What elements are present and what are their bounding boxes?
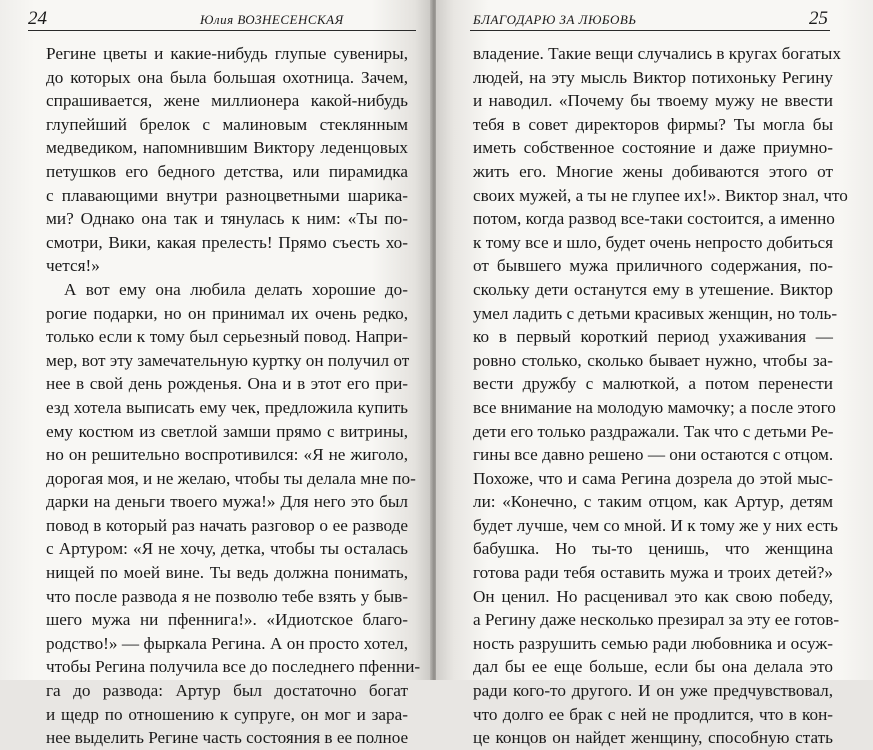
text-line: что после развода я не позволю тебе взять у быв- (46, 586, 408, 606)
text-line: скольку дети останутся ему в утешение. Виктор (473, 279, 833, 299)
text-line: но он решительно воспротивился: «Я не жиголо, (46, 445, 408, 465)
text-line: к тому все и шло, будет очень непросто добиться (473, 232, 833, 252)
text-line: дети его только раздражали. Так что с детьми Ре- (473, 421, 834, 441)
page-number-right: 25 (809, 8, 828, 29)
header-rule-left (28, 30, 416, 31)
text-line: Похоже, что и сама Регина дозрела до этой мыс- (473, 468, 833, 488)
text-line: до которых она была большая охотница. Зачем, (46, 67, 408, 87)
text-line: с плавающими внутри разноцветными шарика- (46, 185, 408, 205)
text-line: Регине цветы и какие-нибудь глупые сувениры, (46, 44, 408, 63)
text-line: потом, когда развод все-таки состоится, а именно (473, 209, 835, 229)
text-line: готова ради тебя оставить мужа и троих детей?» (473, 563, 833, 583)
text-line: ему костюм из светлой замши прямо с витрины, (46, 421, 408, 441)
text-line: шего мужа ни пфеннига!». «Идиотское благо- (46, 610, 408, 630)
text-line: умел ладить с детьми красивых женщин, но толь- (473, 303, 838, 323)
text-line: А вот ему она любила делать хорошие до- (64, 279, 408, 299)
right-page-body (473, 42, 848, 750)
text-line: ко в первый короткий период ухаживания — (473, 327, 833, 347)
text-line: все внимание на молодую мамочку; а после этого (473, 397, 836, 417)
text-line: спрашивается, жене миллионера какой-нибудь (46, 91, 408, 111)
text-line: дал бы ее еще больше, если бы она делала это (473, 657, 833, 677)
text-line: своих мужей, а ты не глупее их!». Виктор знал, что (473, 185, 848, 205)
text-line: ради кого-то другого. И он уже предчувствовал, (473, 681, 833, 701)
text-line: а Регину даже несколько презирал за эту ее готов- (473, 610, 840, 630)
text-line: с Артуром: «Я не хочу, детка, чтобы ты осталась (46, 539, 408, 559)
text-line: мер, вот эту замечательную куртку он получил от (46, 350, 410, 370)
text-line: чется!» (46, 256, 100, 276)
running-head-left: Юлия ВОЗНЕСЕНСКАЯ (200, 12, 344, 27)
text-line: от бывшего мужа приличного содержания, по- (473, 256, 833, 276)
text-line: будет лучше, чем со мной. И к тому же у них есть (473, 515, 838, 535)
text-line: владение. Такие вещи случались в кругах богатых (473, 44, 841, 63)
text-line: Он ценил. Но расценивал это как свою победу, (473, 586, 833, 606)
header-rule-right (470, 30, 830, 31)
page-number-left: 24 (28, 8, 47, 29)
text-line: людей, на эту мысль Виктор потихоньку Регину (473, 67, 833, 87)
text-line: иметь собственное состояние и даже приумно- (473, 138, 833, 158)
left-page (0, 0, 432, 748)
text-line: петушков его бедного детства, или пирамидка (46, 161, 408, 181)
text-line: ми? Однако она так и тянулась к ним: «Ты по- (46, 209, 408, 229)
text-line: гины все давно решено — они остаются с отцом. (473, 445, 834, 465)
left-page-body (46, 42, 421, 750)
text-line: что долго ее брак с ней не продлится, что в кон- (473, 704, 833, 724)
text-line: смотри, Вики, какая прелесть! Прямо съесть хо- (46, 232, 408, 252)
text-line: и наводил. «Почему бы твоему мужу не ввести (473, 91, 833, 111)
text-line: медведиком, напомнившим Виктору леденцовых (46, 138, 408, 158)
text-line: и щедр по отношению к супруге, он мог и зара- (46, 704, 408, 724)
text-line: нее выделить Регине часть состояния в ее полное (46, 728, 409, 748)
running-head-right: БЛАГОДАРЮ ЗА ЛЮБОВЬ (473, 12, 637, 27)
text-line: только если к тому был серьезный повод. Напри- (46, 327, 408, 347)
text-line: дорогая моя, и не желаю, чтобы ты делала мне по- (46, 468, 416, 488)
text-line: повод в который раз начать разговор о ее разводе (46, 515, 408, 535)
text-line: вести дружбу с малюткой, а потом перенести (473, 374, 833, 394)
text-line: ность разрушить семью ради любовника и осуж- (473, 633, 833, 653)
text-line: жить его. Многие жены добиваются этого от (473, 161, 833, 181)
text-line: ли: «Конечно, с таким отцом, как Артур, детям (473, 492, 833, 512)
text-line: дарки на деньги твоего мужа!» Для него это был (46, 492, 408, 512)
text-line: бабушка. Но ты-то ценишь, что женщина (473, 539, 833, 559)
text-line: ровно столько, сколько бывает нужно, чтобы за- (473, 350, 833, 370)
text-line: глупейший брелок с малиновым стеклянным (46, 114, 408, 134)
text-line: рогие подарки, но он принимал их очень редко, (46, 303, 408, 323)
text-line: езд хотела выписать ему чек, предложила купить (46, 397, 408, 417)
text-line: родство!» — фыркала Регина. А он просто хотел, (46, 633, 408, 653)
text-line: тебя в совет директоров фирмы? Ты могла бы (473, 114, 833, 134)
text-line: нее в свой день рожденья. Она и в этот его при- (46, 374, 408, 394)
right-page (436, 0, 873, 748)
text-line: це концов он найдет женщину, способную стать (473, 728, 833, 748)
text-line: га до развода: Артур был достаточно богат (46, 681, 408, 701)
text-line: чтобы Регина получила все до последнего пфенни- (46, 657, 421, 677)
text-line: нищей по моей вине. Ты ведь должна понимать, (46, 563, 408, 583)
